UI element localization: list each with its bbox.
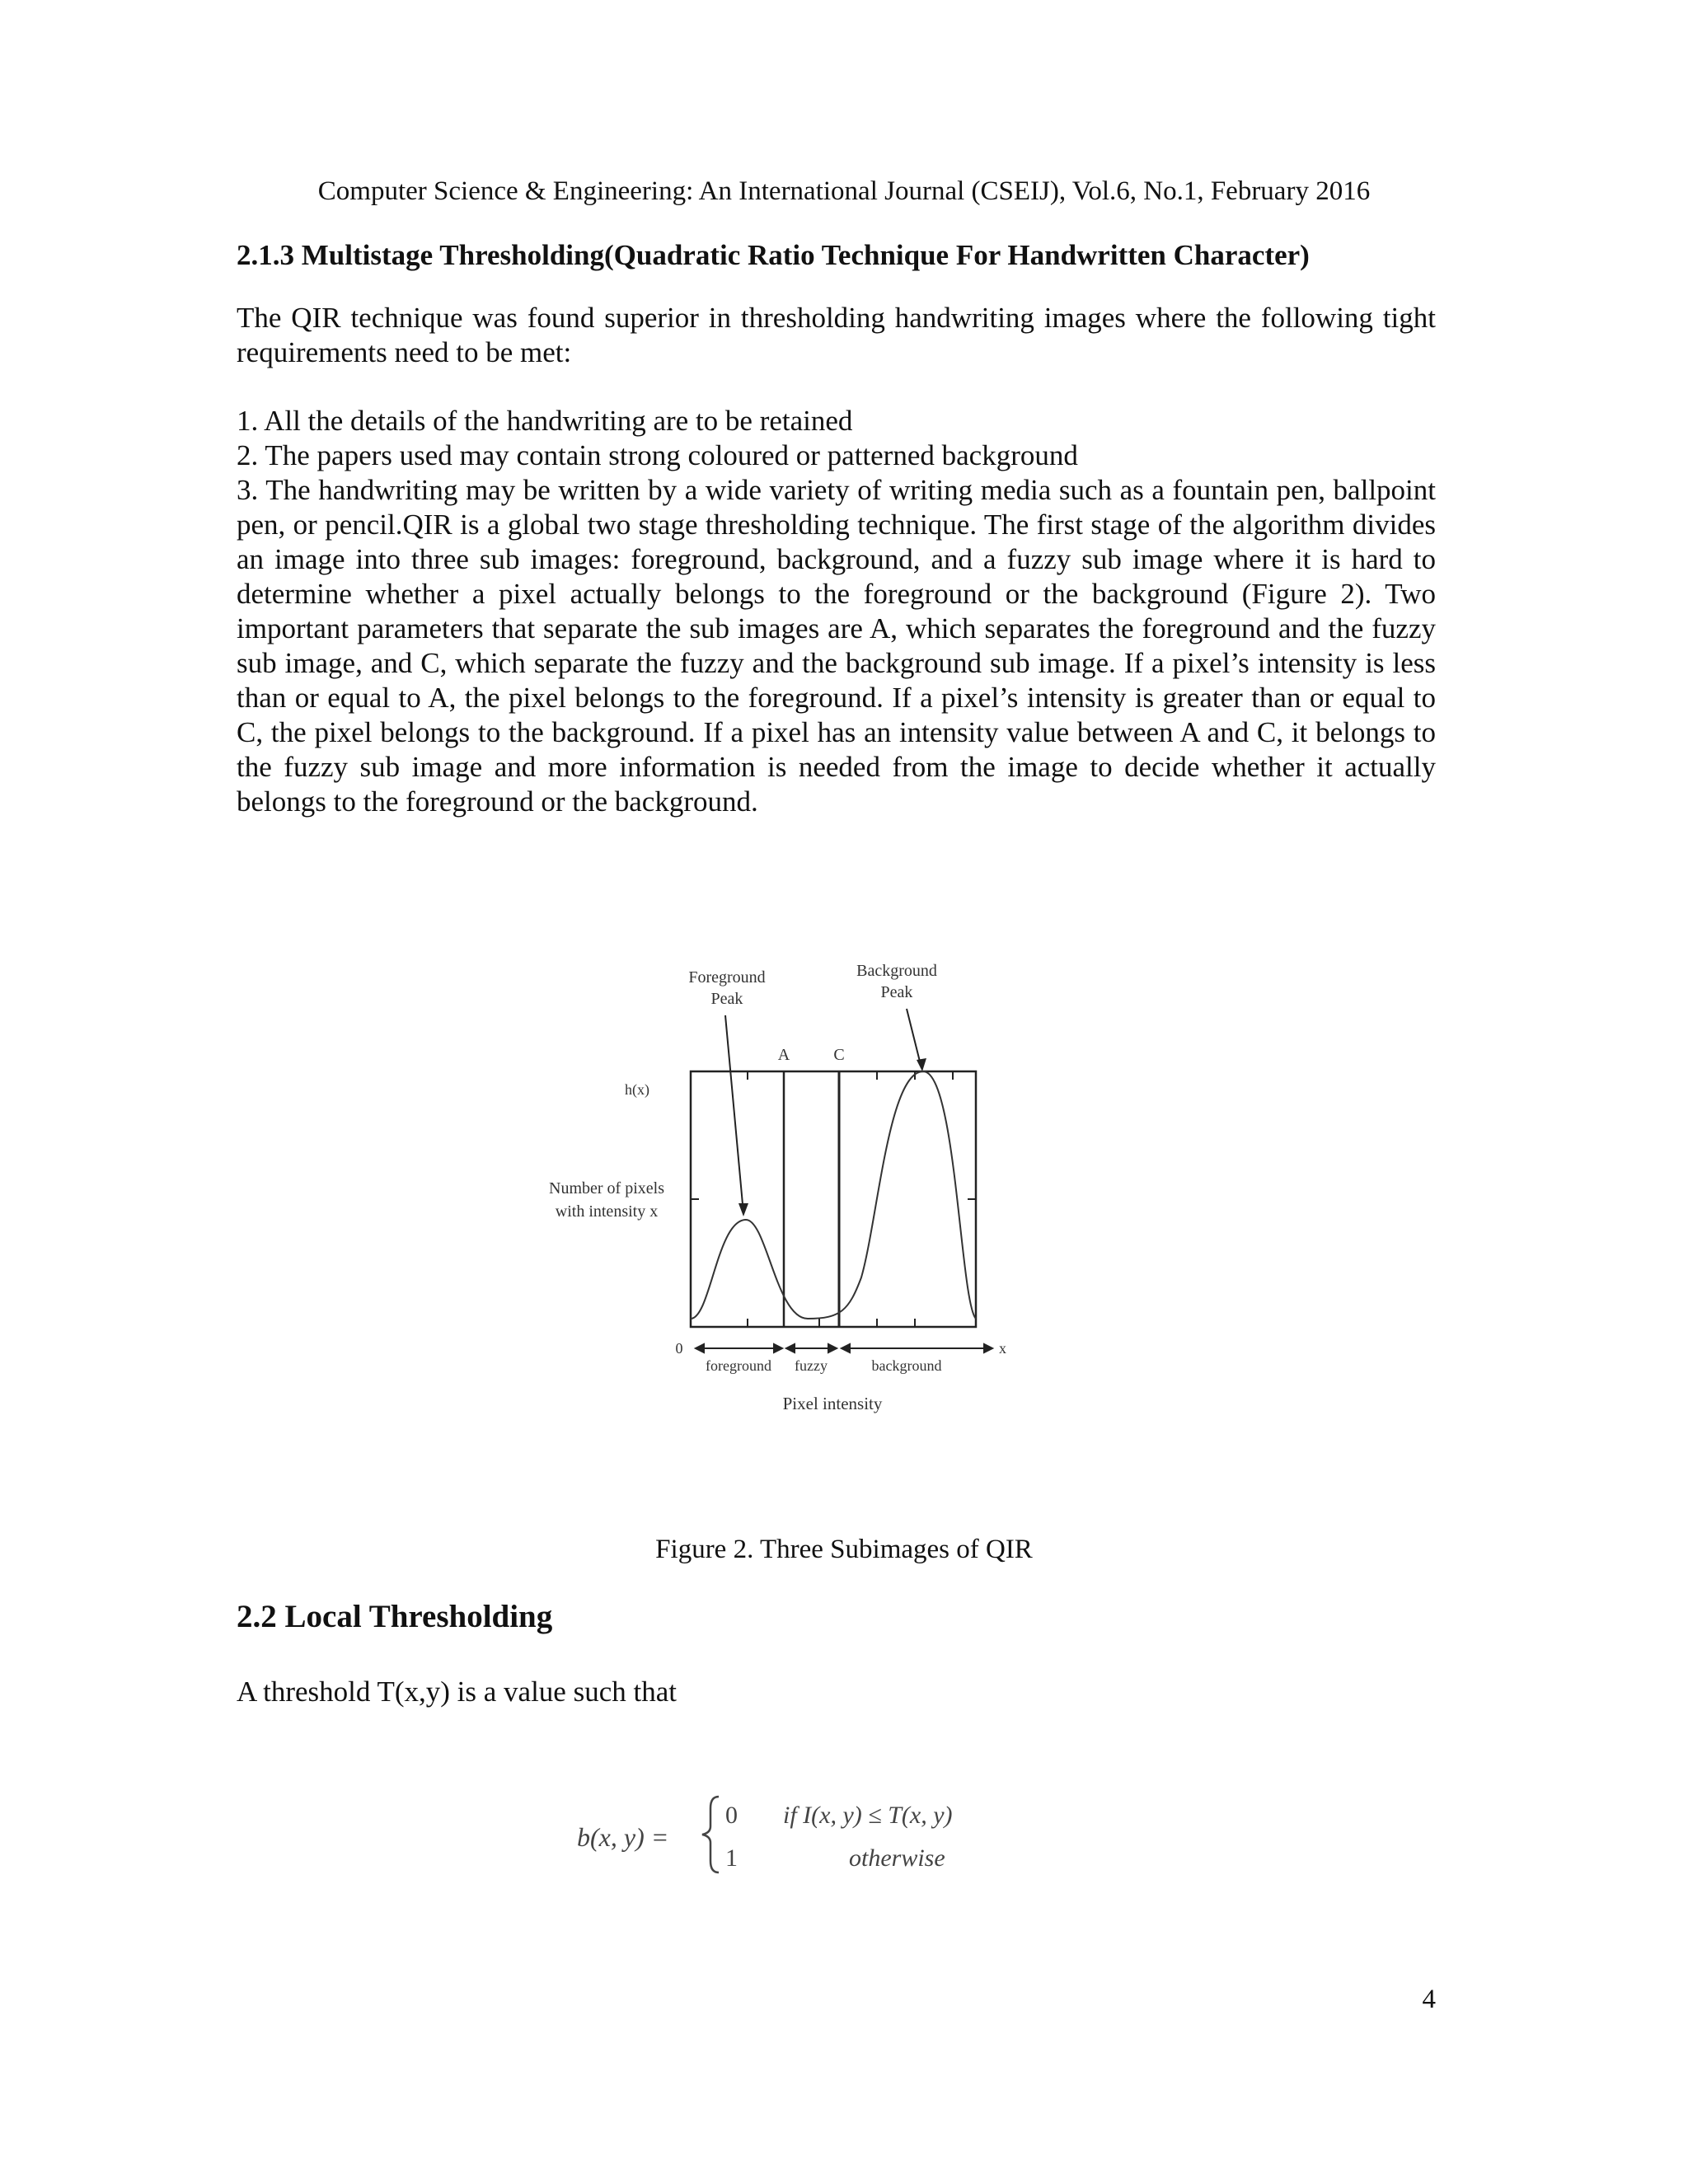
- fuzzy-region-label: fuzzy: [795, 1357, 828, 1374]
- page-number: 4: [1422, 1985, 1436, 2014]
- qir-histogram-figure: [495, 956, 1039, 1434]
- arrow-head-icon: [738, 1203, 748, 1216]
- region-arrows: [696, 1344, 992, 1352]
- case-one-condition: if I(x, y) ≤ T(x, y): [783, 1802, 953, 1829]
- equation-graphic: [577, 1780, 1039, 1887]
- equation-lhs: b(x, y) =: [577, 1822, 669, 1852]
- subsection-title: 2.2 Local Thresholding: [237, 1599, 553, 1634]
- foreground-peak-label: Peak: [710, 990, 743, 1008]
- requirements-list: [237, 404, 1436, 819]
- intro-paragraph: The QIR technique was found superior in thresholding handwriting images where the following tight requirements need to be met:: [237, 302, 1436, 368]
- y-axis-label: Number of pixels: [549, 1179, 664, 1197]
- background-peak-label: Background: [856, 962, 937, 980]
- y-axis-label: with intensity x: [555, 1202, 659, 1221]
- threshold-c-label: C: [833, 1046, 845, 1064]
- threshold-definition-text: A threshold T(x,y) is a value such that: [237, 1675, 677, 1708]
- origin-label: 0: [675, 1340, 683, 1357]
- histogram-diagram: [495, 956, 1039, 1434]
- requirement-item: 2. The papers used may contain strong coloured or patterned background: [237, 439, 1078, 471]
- case-two-condition: otherwise: [849, 1844, 945, 1872]
- section-title: 2.1.3 Multistage Thresholding(Quadratic Ratio Technique For Handwritten Character): [237, 239, 1310, 271]
- arrow-head-icon: [917, 1058, 926, 1071]
- x-axis-label: Pixel intensity: [782, 1394, 883, 1413]
- background-peak-arrow: [907, 1009, 921, 1068]
- case-two-value: 1: [725, 1844, 738, 1872]
- x-axis-end-label: x: [999, 1340, 1006, 1357]
- threshold-a-label: A: [777, 1046, 790, 1064]
- threshold-equation: [577, 1780, 1039, 1887]
- background-region-label: background: [871, 1357, 942, 1374]
- foreground-peak-label: Foreground: [688, 968, 766, 987]
- foreground-region-label: foreground: [706, 1357, 771, 1374]
- brace-icon: [702, 1797, 719, 1872]
- requirement-item: 3. The handwriting may be written by a wide variety of writing media such as a fountain pen, ballpoint pen, or pencil.QIR is a global two stage thresholding technique. The first stage of the algorithm divides an image into three sub images: foreground, background, and a fuzzy sub image where it is hard to determine whether a pixel actually belongs to the foreground or the background (Figure 2). Two important parameters that separate the sub images are A, which separates the foreground and the fuzzy sub image, and C, which separate the fuzzy and the background sub image. If a pixel’s intensity is less than or equal to A, the pixel belongs to the foreground. If a pixel’s intensity is greater than or equal to C, the pixel belongs to the background. If a pixel has an intensity value between A and C, it belongs to the fuzzy sub image and more information is needed from the image to decide whether it actually belongs to the foreground or the background.: [237, 474, 1436, 818]
- case-one-value: 0: [725, 1802, 738, 1829]
- figure-caption: Figure 2. Three Subimages of QIR: [655, 1535, 1033, 1564]
- requirement-item: 1. All the details of the handwriting are to be retained: [237, 405, 853, 437]
- running-head: Computer Science & Engineering: An International Journal (CSEIJ), Vol.6, No.1, February 2016: [317, 176, 1371, 206]
- background-peak-label: Peak: [880, 983, 913, 1001]
- foreground-peak-arrow: [725, 1015, 743, 1213]
- hx-label: h(x): [625, 1081, 649, 1098]
